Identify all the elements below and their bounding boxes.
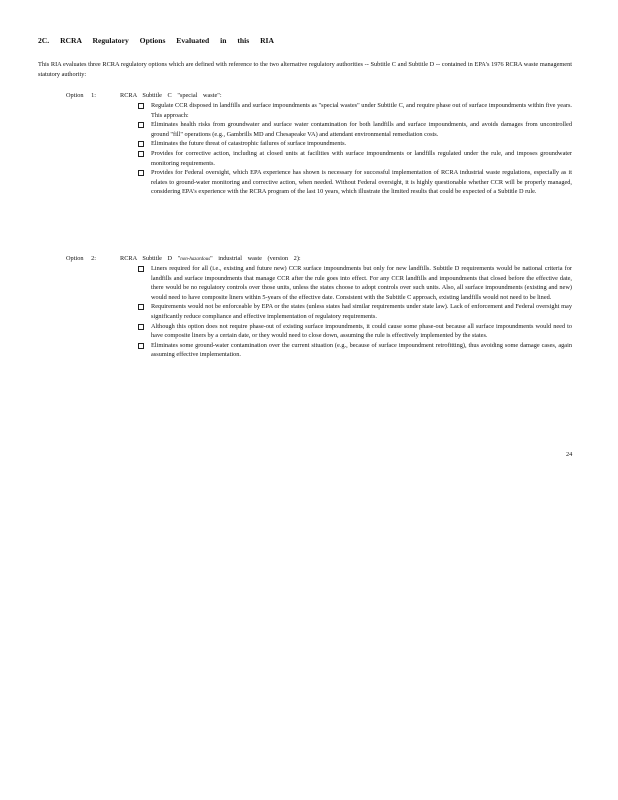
option-label: Option 1: (66, 92, 96, 99)
list-item (138, 101, 572, 120)
bullet-text: Eliminates some ground-water contamination over the current situation (e.g., because of surface impoundment retrofitting), thus avoiding some damage cases, again assuming effective implementation. (151, 341, 572, 359)
bullet-text: Regulate CCR disposed in landfills and surface impoundments as "special wastes" under Subtitle C, and require phase out of surface impoundments within five years. This approach: (151, 102, 572, 119)
option-title: RCRA Subtitle C "special waste": (120, 92, 222, 99)
option-title (120, 254, 301, 265)
option-2-bullets (138, 264, 572, 360)
bullet-text: Eliminates health risks from groundwater and surface water contamination for both landfills and surface impoundments, and avoids damages from uncontrolled ground "fill" operations (e.g., Gambrills MD and Chesapeake VA) and attendant environmental remediation costs. (151, 121, 572, 138)
option-title-end: " industrial waste (version 2): (210, 255, 301, 262)
checkbox-bullet-icon (138, 141, 144, 147)
bullet-text: Although this option does not require phase-out of existing surface impoundments, it could cause some phase-out because all surface impoundments would need to have composite liners by a certain date, or they would need to close down, assuming the rule is effectively implemented by the states. (151, 322, 572, 340)
option-title-start: RCRA Subtitle D " (120, 255, 181, 262)
section-heading: 2C. RCRA Regulatory Options Evaluated in this RIA (38, 36, 274, 45)
list-item (138, 264, 572, 302)
option-title-italic: non-hazardous (180, 257, 211, 262)
checkbox-bullet-icon (138, 343, 144, 349)
bullet-text: Provides for corrective action, including at closed units at facilities with surface impoundments or landfills regulated under the rule, and imposes groundwater monitoring requirements. (151, 149, 572, 167)
list-item (138, 139, 572, 149)
bullet-text: Liners required for all (i.e., existing and future new) CCR surface impoundments but only for new landfills. Subtitle D requirements would be national criteria for landfills and surface impoundments that manage CCR after the rule goes into effect. For any CCR landfills and impoundments that closed before the effective date, there would be no regulatory controls over those units, unless the states choose to adopt controls over such units. Also, all surface impoundments (existing and new) would need to have composite liners within 5-years of the effective date. Consistent with the Subtitle C approach, existing landfills would not need to be lined. (151, 265, 572, 301)
list-item (138, 120, 572, 139)
list-item (138, 322, 572, 341)
list-item (138, 302, 572, 321)
checkbox-bullet-icon (138, 151, 144, 157)
option-1-bullets (138, 101, 572, 197)
checkbox-bullet-icon (138, 266, 144, 272)
checkbox-bullet-icon (138, 324, 144, 330)
intro-paragraph: This RIA evaluates three RCRA regulatory options which are defined with reference to the two alternative regulatory authorities -- Subtitle C and Subtitle D -- contained in EPA's 1976 RCRA waste management statutory authority: (38, 61, 572, 78)
checkbox-bullet-icon (138, 122, 144, 128)
checkbox-bullet-icon (138, 170, 144, 176)
page-number: 24 (566, 451, 573, 458)
list-item (138, 149, 572, 168)
list-item (138, 168, 572, 197)
checkbox-bullet-icon (138, 304, 144, 310)
bullet-text: Eliminates the future threat of catastrophic failures of surface impoundments. (151, 140, 347, 148)
checkbox-bullet-icon (138, 103, 144, 109)
bullet-text: Provides for Federal oversight, which EPA experience has shown is necessary for successful implementation of RCRA industrial waste regulations, especially as it relates to ground-water monitoring and corrective action, when needed. Without Federal oversight, it is highly questionable whether CCR will be properly managed, considering EPA's experience with the RCRA program of the last 10 years, which illustrate the limited results that could be expected of a Subtitle D rule. (151, 169, 572, 196)
bullet-text: Requirements would not be enforceable by EPA or the states (unless states had similar requirements under state law). Lack of enforcement and Federal oversight may significantly reduce compliance and effective implementation of regulatory requirements. (151, 303, 572, 320)
list-item (138, 341, 572, 360)
option-label: Option 2: (66, 255, 96, 262)
